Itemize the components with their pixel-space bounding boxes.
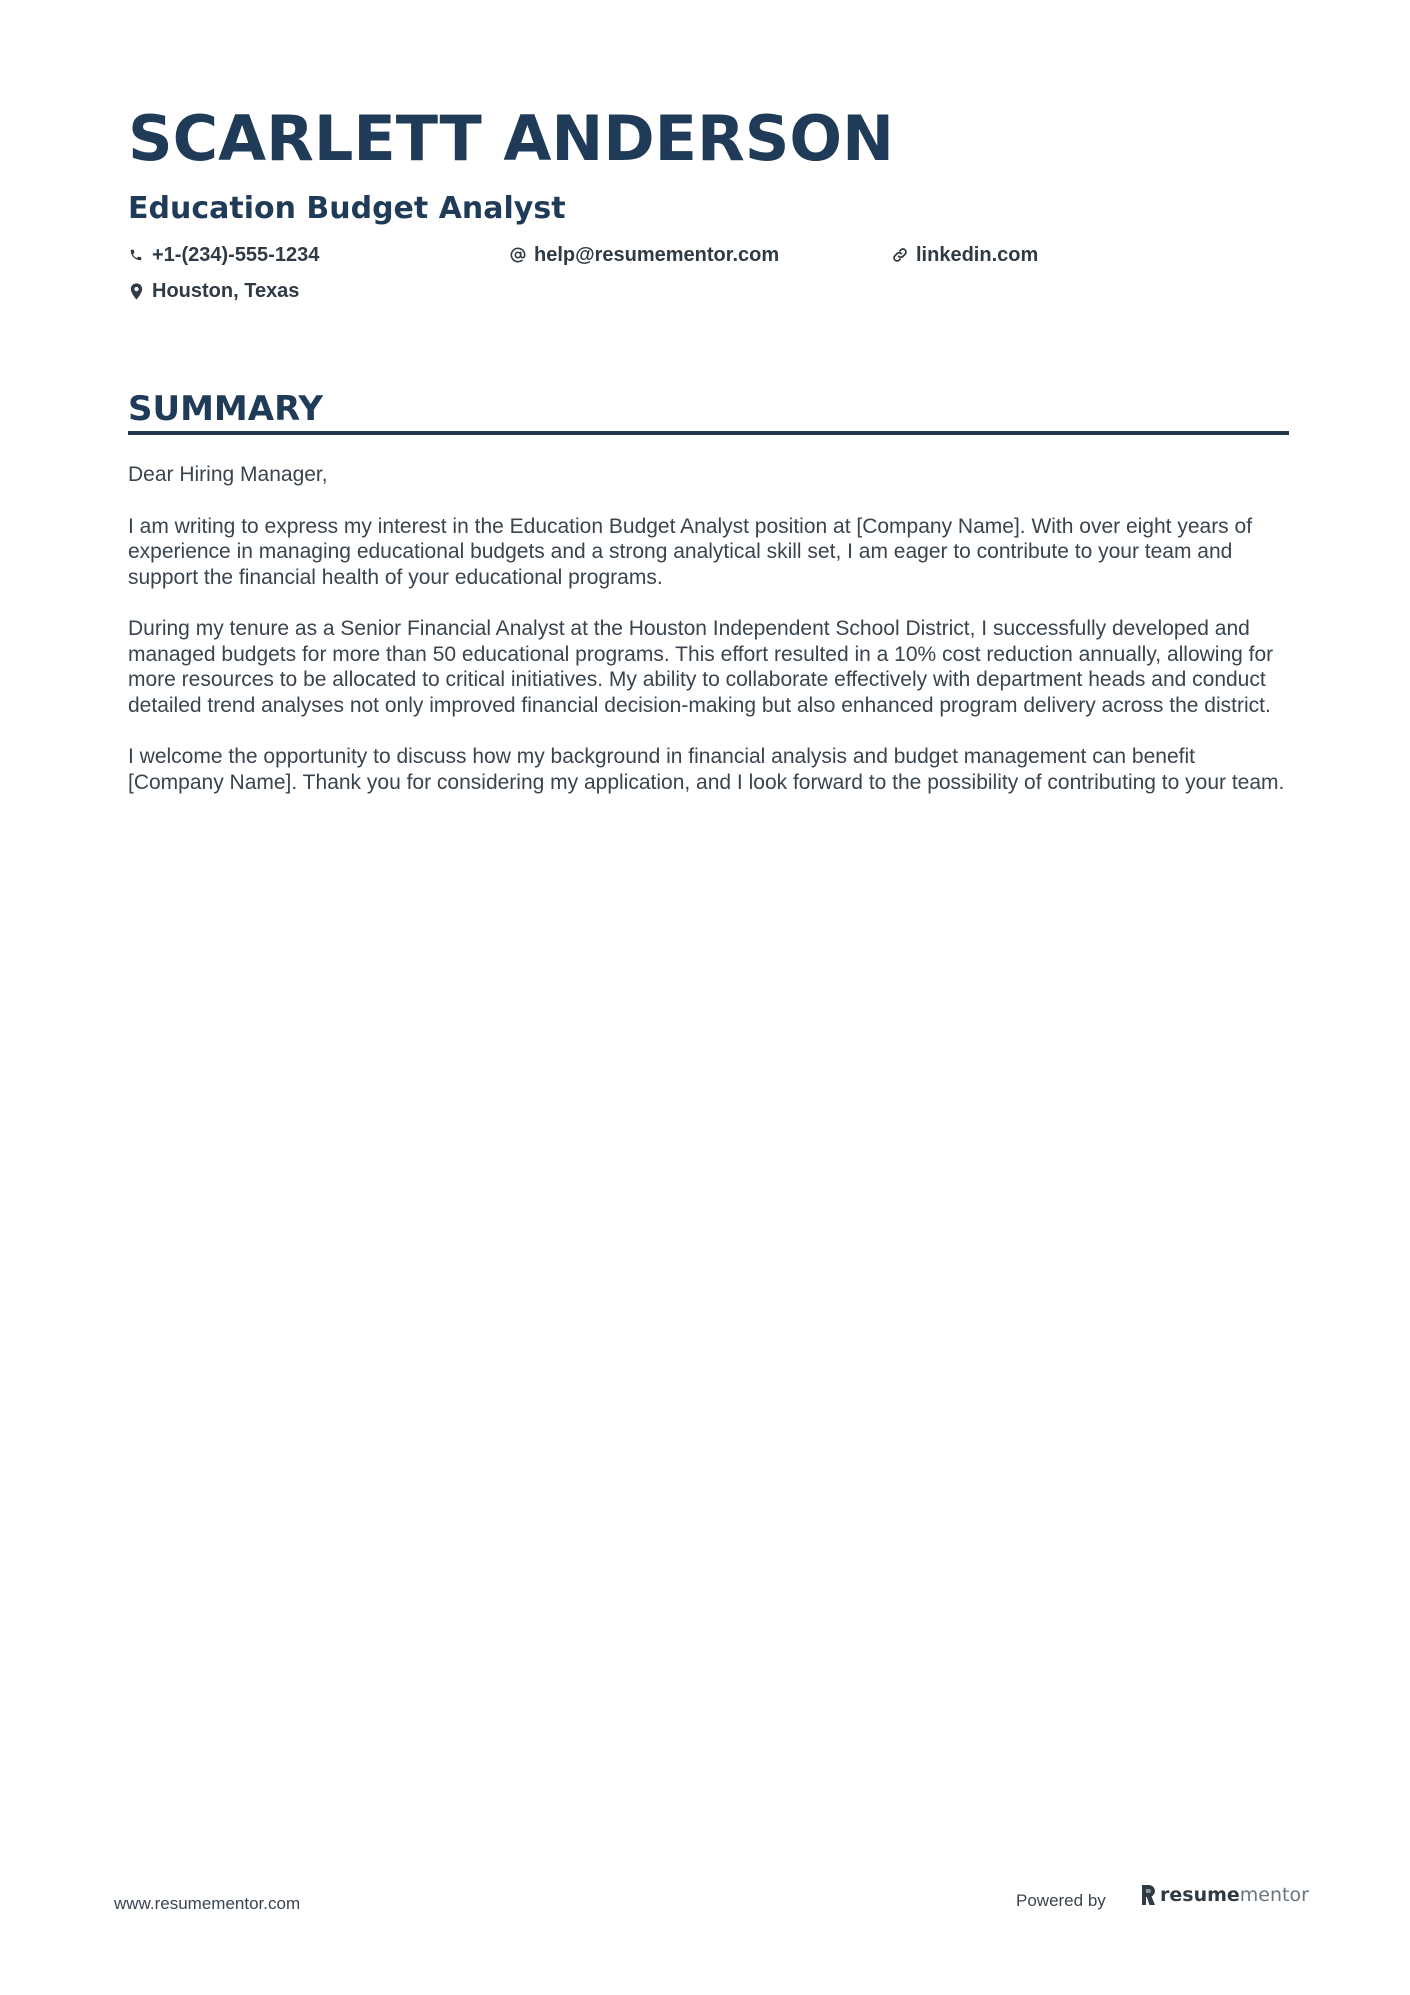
phone-text: +1-(234)-555-1234 [152, 244, 320, 266]
letter-paragraph: I am writing to express my interest in the Education Budget Analyst position at [Company Name]. With over eight years of experience in managing educational budgets and a strong analytical skill set, I am eager to contribute to your team and support the financial health of your educational programs. [128, 514, 1253, 589]
email-text: help@resumementor.com [534, 244, 780, 266]
link-icon [892, 246, 908, 264]
contact-link [892, 245, 1038, 265]
letter-body [128, 462, 1293, 821]
letter-paragraph: Dear Hiring Manager, [128, 463, 328, 486]
job-title: Education Budget Analyst [128, 191, 566, 226]
powered-by-label: Powered by [1016, 1891, 1106, 1910]
link-text: linkedin.com [916, 244, 1039, 266]
letter-paragraph: During my tenure as a Senior Financial Analyst at the Houston Independent School District, I successfully developed and managed budgets for more than 50 educational programs. This effort resulted in a 10% cost reduction annually, allowing for more resources to be allocated to critical initiatives. My ability to collaborate effectively with department heads and conduct detailed trend analyses not only improved financial decision-making but also enhanced program delivery across the district. [128, 617, 1274, 717]
at-sign-icon [510, 246, 526, 264]
contact-location [128, 281, 299, 301]
map-pin-icon [128, 282, 144, 300]
contact-email [510, 245, 779, 265]
brand-text-secondary: mentor [1239, 1883, 1309, 1906]
footer-website: www.resumementor.com [114, 1894, 301, 1913]
summary-heading: SUMMARY [128, 389, 324, 429]
contact-phone [128, 245, 319, 265]
phone-icon [128, 246, 144, 264]
brand-logo [1140, 1885, 1309, 1905]
location-text: Houston, Texas [152, 280, 300, 302]
candidate-name: SCARLETT ANDERSON [128, 102, 895, 175]
brand-mark-icon [1140, 1885, 1156, 1905]
brand-text-primary: resume [1160, 1883, 1240, 1906]
section-divider [128, 431, 1289, 435]
letter-paragraph: I welcome the opportunity to discuss how my background in financial analysis and budget management can benefit [Company Name]. Thank you for considering my application, and I look forward to the possibility of contributing to your team. [128, 745, 1285, 794]
